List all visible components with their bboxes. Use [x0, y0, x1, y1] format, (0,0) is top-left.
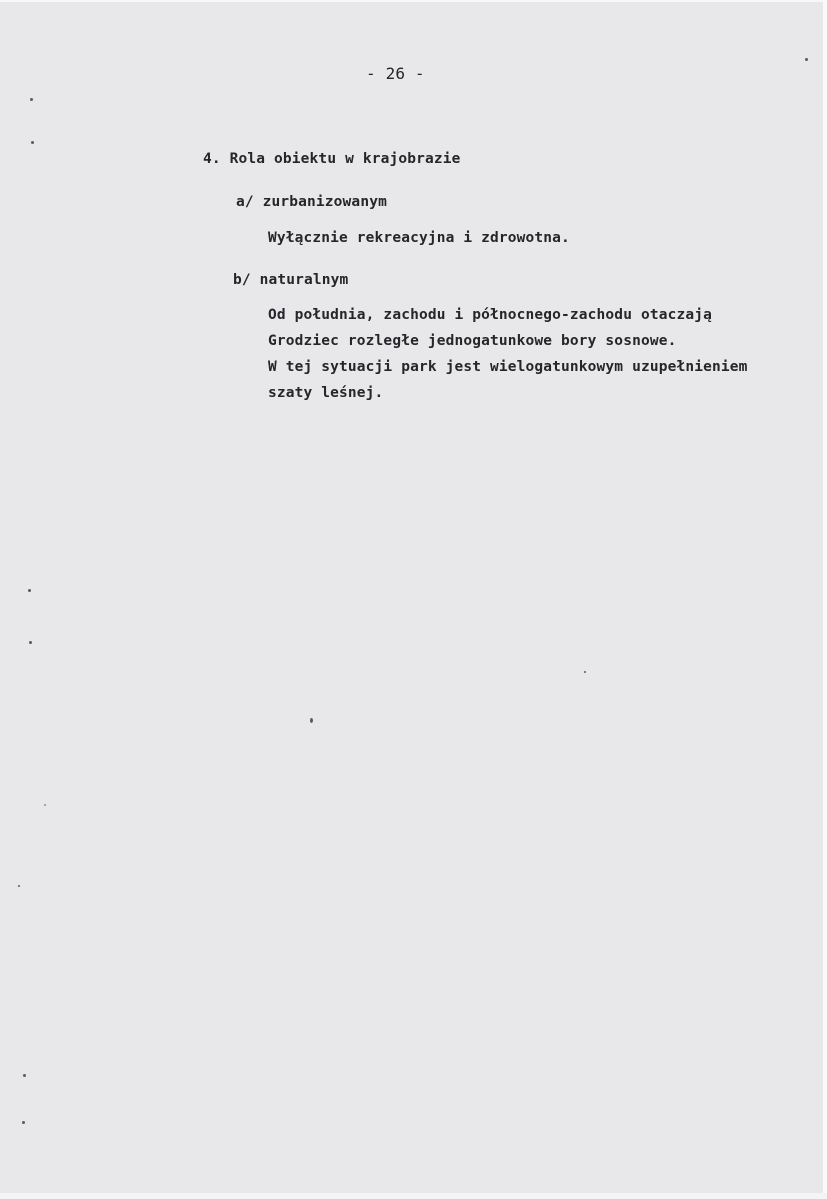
- page-edge-right: [823, 0, 827, 1199]
- scan-speck: [23, 1074, 26, 1077]
- subsection-a-text: Wyłącznie rekreacyjna i zdrowotna.: [268, 230, 570, 246]
- scan-speck: [28, 589, 31, 592]
- page-edge-top: [0, 0, 827, 2]
- scan-speck: [18, 885, 20, 887]
- subsection-a-label: a/ zurbanizowanym: [236, 194, 387, 210]
- scan-speck: [29, 641, 32, 644]
- page-number: - 26 -: [366, 64, 425, 83]
- subsection-b-label: b/ naturalnym: [233, 272, 349, 288]
- scan-speck: [30, 98, 33, 101]
- section-heading: 4. Rola obiektu w krajobrazie: [203, 151, 461, 167]
- subsection-b-line: Od południa, zachodu i północnego-zachodu otaczają: [268, 307, 712, 323]
- subsection-b-line: szaty leśnej.: [268, 385, 384, 401]
- scan-speck: [22, 1121, 25, 1124]
- page-edge-bottom: [0, 1193, 827, 1199]
- scan-speck: [310, 718, 313, 723]
- scan-speck: [31, 141, 34, 144]
- scan-speck: [584, 671, 586, 673]
- subsection-b-line: W tej sytuacji park jest wielogatunkowym uzupełnieniem: [268, 359, 748, 375]
- scan-speck: [44, 804, 46, 806]
- scan-speck: [805, 58, 808, 61]
- subsection-b-line: Grodziec rozległe jednogatunkowe bory sosnowe.: [268, 333, 677, 349]
